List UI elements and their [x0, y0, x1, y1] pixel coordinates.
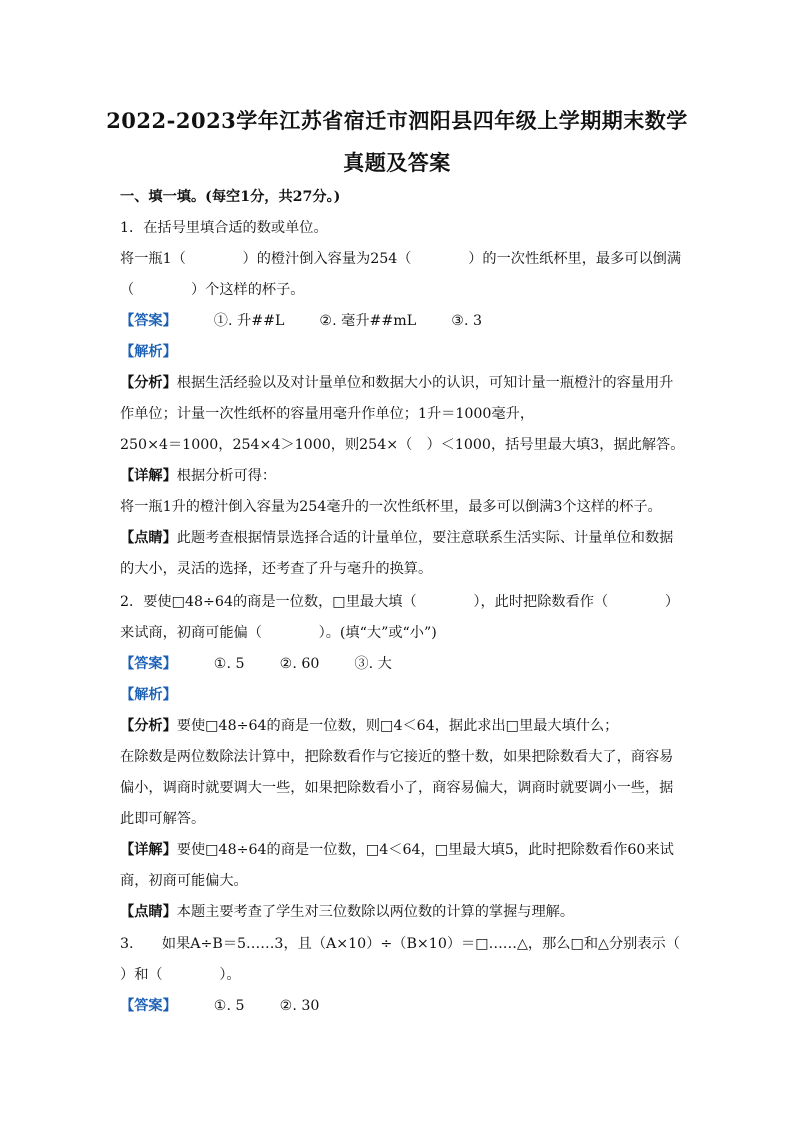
- q1-answer: [120, 311, 482, 331]
- fenxi-label: 【分析】: [120, 375, 177, 391]
- q1-dianjing-2: 的大小，灵活的选择，还考查了升与毫升的换算。: [120, 561, 433, 577]
- q1-xiangjie-1: 根据分析可得：: [176, 468, 277, 484]
- q2-line2: 来试商，初商可能偏（ ）。(填“大”或“小”): [120, 625, 437, 641]
- fenxi-label: 【分析】: [120, 718, 177, 734]
- q1-fenxi: [120, 373, 673, 393]
- q3-answer: [120, 996, 319, 1016]
- xiangjie-label: 【详解】: [120, 468, 177, 484]
- q2-fenxi-4: 此即可解答。: [120, 811, 206, 827]
- q1-title: 1．在括号里填合适的数或单位。: [120, 220, 328, 236]
- q2-xiangjie-2: 商，初商可能偏大。: [120, 873, 248, 889]
- q2-xiangjie: [120, 840, 674, 860]
- document-title-line1: 2022-2023学年江苏省宿迁市泗阳县四年级上学期期末数学: [106, 108, 688, 133]
- q3-answer-1: ①. 5: [213, 998, 245, 1014]
- q1-line2: （ ）个这样的杯子。: [120, 282, 305, 298]
- analysis-heading: 【解析】: [120, 344, 177, 360]
- answer-label: 【答案】: [120, 656, 177, 672]
- q2-fenxi-2: 在除数是两位数除法计算中，把除数看作与它接近的整十数，如果把除数看大了，商容易: [120, 749, 674, 765]
- q3-line1: 3. 如果A÷B＝5……3，且（A×10）÷（B×10）＝□……△，那么□和△分别表示（: [120, 936, 680, 952]
- q1-fenxi-3: 250×4＝1000，254×4＞1000，则254×（ ）＜1000，括号里最大填3，据此解答。: [120, 437, 685, 453]
- q2-fenxi-1: 要使□48÷64的商是一位数，则□4＜64，据此求出□里最大填什么；: [176, 718, 619, 734]
- answer-label: 【答案】: [120, 313, 177, 329]
- q1-dianjing-1: 此题考查根据情景选择合适的计量单位，要注意联系生活实际、计量单位和数据: [176, 530, 674, 546]
- q1-line1: 将一瓶1（ ）的橙汁倒入容量为254（ ）的一次性纸杯里，最多可以倒满: [120, 251, 682, 267]
- q1-xiangjie: [120, 466, 276, 486]
- q1-answer-1: ①. 升##L: [213, 313, 285, 329]
- answer-label: 【答案】: [120, 998, 177, 1014]
- xiangjie-label: 【详解】: [120, 842, 177, 858]
- q2-fenxi-3: 偏小，调商时就要调大一些，如果把除数看小了，商容易偏大，调商时就要调小一些，据: [120, 780, 674, 796]
- q1-xiangjie-2: 将一瓶1升的橙汁倒入容量为254毫升的一次性纸杯里，最多可以倒满3个这样的杯子。: [120, 499, 662, 515]
- q1-answer-2: ②. 毫升##mL: [319, 313, 417, 329]
- section-heading: 一、填一填。(每空1分，共27分。): [120, 189, 341, 205]
- q1-dianjing: [120, 528, 673, 548]
- q2-dianjing: [120, 902, 574, 922]
- q1-answer-3: ③. 3: [451, 313, 482, 329]
- q2-fenxi: [120, 716, 618, 736]
- q2-answer-2: ②. 60: [279, 656, 320, 672]
- q2-answer-3: ③. 大: [354, 656, 392, 672]
- q2-answer: [120, 654, 392, 674]
- q1-fenxi-2: 作单位；计量一次性纸杯的容量用毫升作单位；1升＝1000毫升，: [120, 406, 535, 422]
- dianjing-label: 【点睛】: [120, 904, 177, 920]
- analysis-heading: 【解析】: [120, 687, 177, 703]
- dianjing-label: 【点睛】: [120, 530, 177, 546]
- q2-line1: 2．要使□48÷64的商是一位数，□里最大填（ ），此时把除数看作（ ）: [120, 594, 680, 610]
- q3-line2: ）和（ ）。: [120, 967, 241, 983]
- q3-answer-2: ②. 30: [279, 998, 320, 1014]
- q2-dianjing-1: 本题主要考查了学生对三位数除以两位数的计算的掌握与理解。: [176, 904, 575, 920]
- document-title-line2: 真题及答案: [343, 150, 451, 175]
- q2-xiangjie-1: 要使□48÷64的商是一位数，□4＜64，□里最大填5，此时把除数看作60来试: [176, 842, 674, 858]
- q1-fenxi-1: 根据生活经验以及对计量单位和数据大小的认识，可知计量一瓶橙汁的容量用升: [176, 375, 674, 391]
- q2-answer-1: ①. 5: [213, 656, 245, 672]
